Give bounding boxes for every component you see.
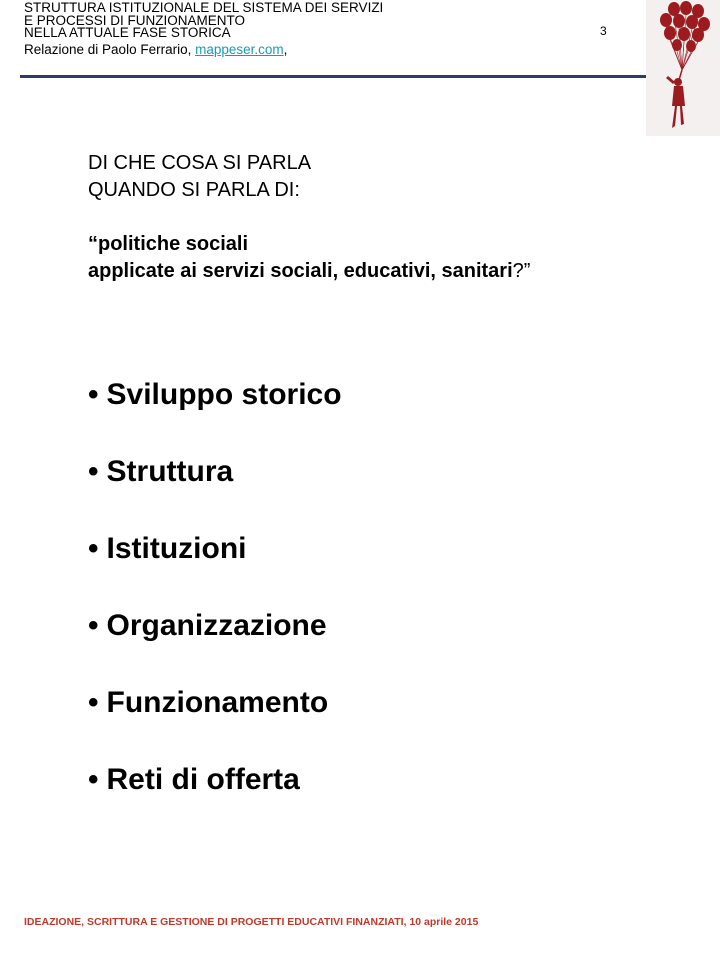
bullet-icon: • [88, 763, 99, 796]
mappeser-link[interactable]: mappeser.com [195, 41, 284, 57]
list-item-label: Funzionamento [106, 686, 329, 719]
bullet-icon: • [88, 378, 99, 411]
list-item-label: Reti di offerta [106, 763, 300, 796]
list-item [88, 604, 342, 681]
list-item [88, 373, 342, 450]
page-number: 3 [600, 24, 607, 38]
quote-close-mark: ?” [512, 260, 531, 282]
intro-text [88, 150, 688, 285]
list-item [88, 450, 342, 527]
author-line [24, 42, 464, 58]
list-item-label: Sviluppo storico [106, 378, 342, 411]
topic-list [88, 373, 342, 835]
list-item [88, 527, 342, 604]
bullet-icon: • [88, 609, 99, 642]
list-item-label: Organizzazione [106, 609, 327, 642]
list-item-label: Struttura [106, 455, 234, 488]
bullet-icon: • [88, 455, 99, 488]
bullet-icon: • [88, 532, 99, 565]
header-title-line-1: STRUTTURA ISTITUZIONALE DEL SISTEMA DEI SERVIZI [24, 0, 384, 15]
list-item [88, 681, 342, 758]
quote-line-2 [88, 258, 688, 285]
quote-open-mark: “ [88, 233, 98, 255]
slide-header [24, 2, 464, 58]
intro-line-2: QUANDO SI PARLA DI: [88, 179, 300, 201]
header-divider [20, 75, 646, 78]
intro-line-1: DI CHE COSA SI PARLA [88, 152, 312, 174]
quote-line-1 [88, 231, 688, 258]
quote-text-2: applicate ai servizi sociali, educativi, sanitari [88, 260, 513, 282]
footer-text: IDEAZIONE, SCRITTURA E GESTIONE DI PROGETTI EDUCATIVI FINANZIATI, 10 aprile 2015 [24, 916, 479, 928]
list-item-label: Istituzioni [106, 532, 247, 565]
intro-spacer [88, 204, 688, 231]
quote-text-1: politiche sociali [98, 233, 249, 255]
list-item [88, 758, 342, 835]
balloon-girl-graphic [646, 0, 720, 136]
author-text: Relazione di Paolo Ferrario, [24, 41, 196, 57]
header-title-line-3: NELLA ATTUALE FASE STORICA [24, 25, 231, 40]
header-title-line-2: E PROCESSI DI FUNZIONAMENTO [24, 12, 246, 28]
bullet-icon: • [88, 686, 99, 719]
author-suffix: , [283, 41, 288, 57]
balloon-girl-icon [646, 0, 720, 136]
